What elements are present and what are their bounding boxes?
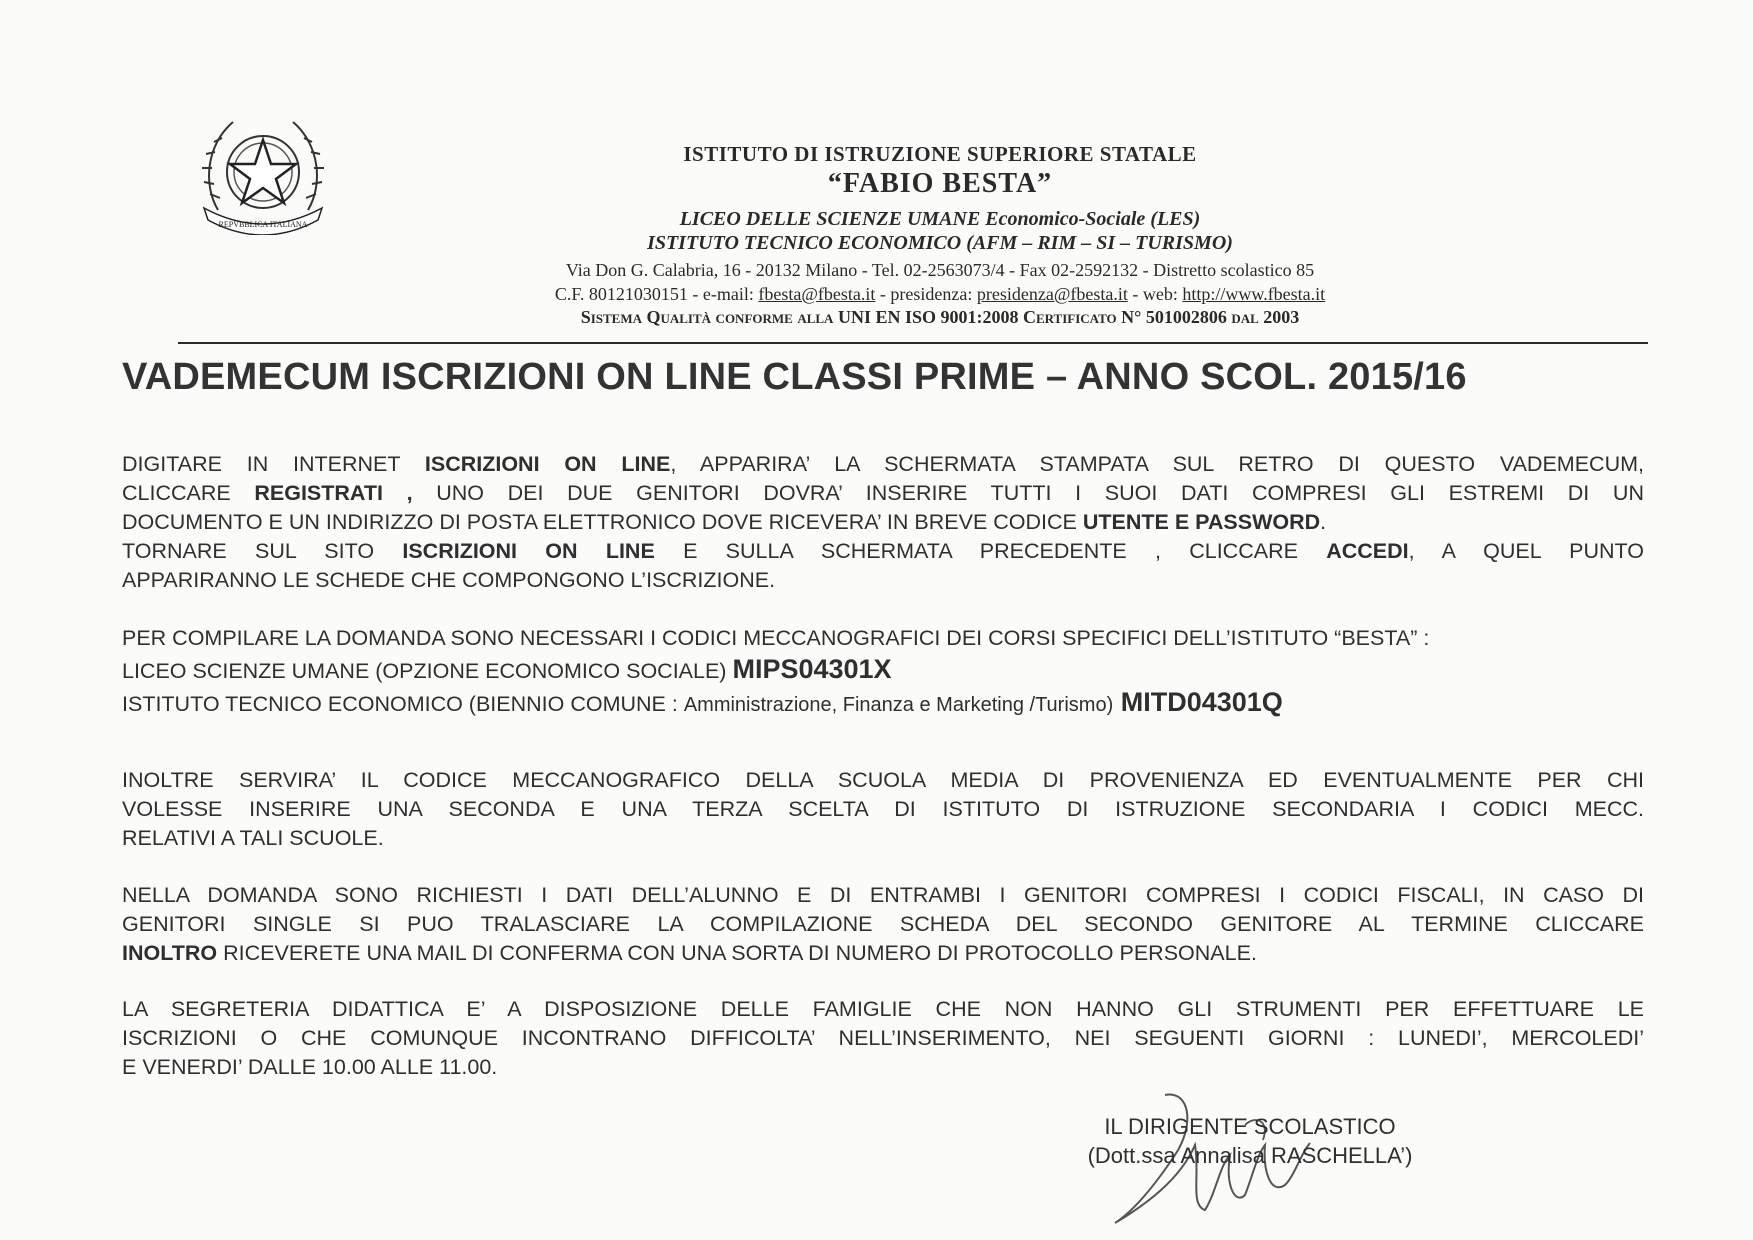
website-link[interactable]: http://www.fbesta.it — [1182, 284, 1326, 304]
paragraph-registration: DIGITARE IN INTERNET ISCRIZIONI ON LINE, APPARIRA’ LA SCHERMATA STAMPATA SUL RETRO DI QUESTO VADEMECUM, CLICCARE REGISTRATI , UNO DEI DUE GENITORI DOVRA’ INSERIRE TUTTI I SUOI DATI COMPRESI GLI ESTREMI DI UN DOCUMENTO E UN INDIRIZZO DI POSTA ELETTRONICO DOVE RICEVERA’ IN BREVE CODICE UTENTE E PASSWORD. TORNARE SUL SITO ISCRIZIONI ON LINE E SULLA SCHERMATA PRECEDENTE , CLICCARE ACCEDI, A QUEL PUNTO APPARIRANNO LE SCHEDE CHE COMPONGONO L’ISCRIZIONE. — [122, 452, 1644, 592]
signature-block — [1060, 1112, 1440, 1170]
page-title: VADEMECUM ISCRIZIONI ON LINE CLASSI PRIME – ANNO SCOL. 2015/16 — [122, 356, 1467, 398]
paragraph-codes: PER COMPILARE LA DOMANDA SONO NECESSARI I CODICI MECCANOGRAFICI DEI CORSI SPECIFICI DELL’ISTITUTO “BESTA” : LICEO SCIENZE UMANE (OPZIONE ECONOMICO SOCIALE) MIPS04301X ISTITUTO TECNICO ECONOMICO (BIENNIO COMUNE : Amministrazione, Finanza e Marketing /Turismo) MITD04301Q — [122, 626, 1430, 717]
presidenza-email-link[interactable]: presidenza@fbesta.it — [976, 284, 1128, 304]
paragraph-middle-school-code: INOLTRE SERVIRA’ IL CODICE MECCANOGRAFICO DELLA SCUOLA MEDIA DI PROVENIENZA ED EVENTUALMENTE PER CHI VOLESSE INSERIRE UNA SECONDA E UNA TERZA SCELTA DI ISTITUTO DI ISTRUZIONE SECONDARIA I CODICI MECC. RELATIVI A TALI SCUOLE. — [122, 768, 1644, 850]
email-link[interactable]: fbesta@fbesta.it — [758, 284, 876, 304]
signature-role: IL DIRIGENTE SCOLASTICO — [1104, 1114, 1396, 1139]
signature-name: (Dott.ssa Annalisa RASCHELLA’) — [1087, 1143, 1413, 1168]
paragraph-secretariat: LA SEGRETERIA DIDATTICA E’ A DISPOSIZIONE DELLE FAMIGLIE CHE NON HANNO GLI STRUMENTI PER EFFETTUARE LE ISCRIZIONI O CHE COMUNQUE INCONTRANO DIFFICOLTA’ NELL’INSERIMENTO, NEI SEGUENTI GIORNI : LUNEDI’, MERCOLEDI’ E VENERDI’ DALLE 10.00 ALLE 11.00. — [122, 997, 1644, 1079]
header-divider — [178, 342, 1648, 344]
code-istituto-tecnico: MITD04301Q — [1113, 687, 1283, 717]
header-quality-certificate: Sistema Qualità conforme alla UNI EN ISO 9001:2008 Certificato N° 501002806 dal 2003 — [580, 307, 1300, 327]
svg-text:REPVBBLICA ITALIANA: REPVBBLICA ITALIANA — [218, 220, 308, 229]
header-institute-type: ISTITUTO DI ISTRUZIONE SUPERIORE STATALE — [683, 142, 1197, 166]
header-istituto-tecnico: ISTITUTO TECNICO ECONOMICO (AFM – RIM – SI – TURISMO) — [647, 232, 1233, 254]
republic-emblem-icon — [198, 110, 328, 235]
institute-header — [440, 0, 1440, 340]
code-liceo: MIPS04301X — [732, 654, 892, 684]
paragraph-required-data: NELLA DOMANDA SONO RICHIESTI I DATI DELL’ALUNNO E DI ENTRAMBI I GENITORI COMPRESI I CODICI FISCALI, IN CASO DI GENITORI SINGLE SI PUO TRALASCIARE LA COMPILAZIONE SCHEDA DEL SECONDO GENITORE AL TERMINE CLICCARE INOLTRO RICEVERETE UNA MAIL DI CONFERMA CON UNA SORTA DI NUMERO DI PROTOCOLLO PERSONALE. — [122, 883, 1644, 965]
header-institute-name: “FABIO BESTA” — [827, 168, 1053, 199]
header-liceo: LICEO DELLE SCIENZE UMANE Economico-Sociale (LES) — [679, 208, 1201, 230]
header-address: Via Don G. Calabria, 16 - 20132 Milano - Tel. 02-2563073/4 - Fax 02-2592132 - Distretto scolastico 85 — [565, 260, 1315, 280]
header-contacts: C.F. 80121030151 - e-mail: fbesta@fbesta.it - presidenza: presidenza@fbesta.it - web: http://www.fbesta.it — [554, 284, 1326, 304]
